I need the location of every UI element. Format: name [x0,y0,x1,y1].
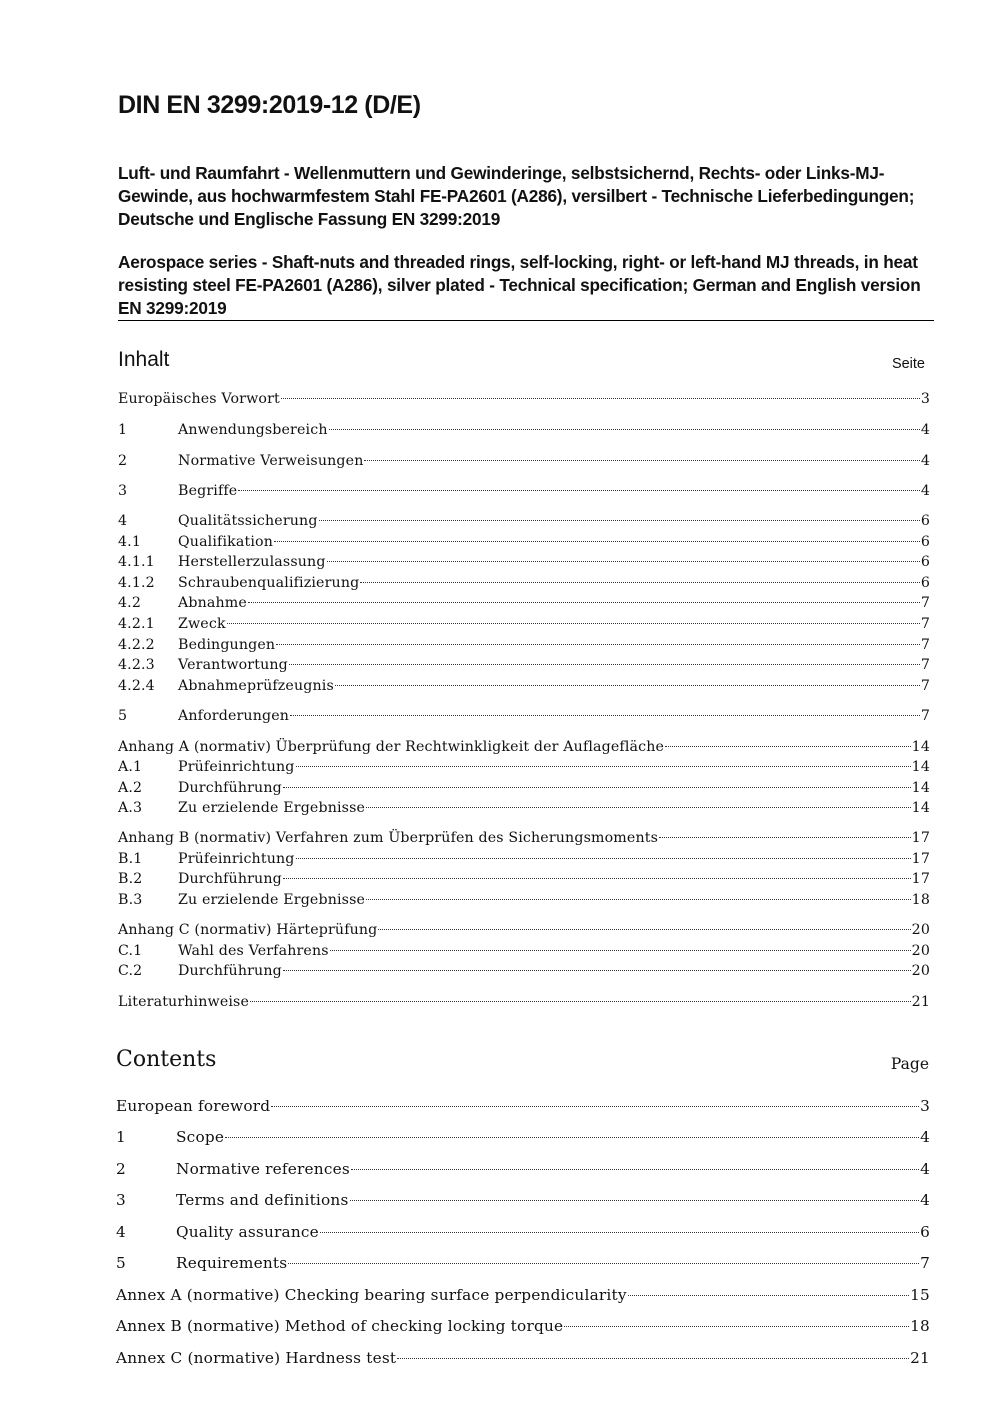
toc-entry[interactable] [118,758,930,776]
toc-entry-title: Anhang C (normativ) Härteprüfung [118,922,378,938]
toc-leader-dots [227,623,920,624]
toc-entry-title: Zu erzielende Ergebnisse [178,892,366,908]
toc-leader-dots [289,664,920,665]
toc-entry-page: 3 [920,391,930,407]
toc-entry-title: Qualifikation [178,534,274,550]
toc-entry[interactable] [118,962,930,980]
toc-leader-dots [327,561,920,562]
toc-entry-title: Annex C (normative) Hardness test [116,1349,397,1367]
toc-leader-dots [276,644,920,645]
toc-leader-dots [335,685,920,686]
toc-entry-number: 1 [118,422,128,438]
toc-entry[interactable] [118,553,930,571]
toc-entry-title: Abnahmeprüfzeugnis [178,678,334,694]
toc-leader-dots [329,429,920,430]
toc-entry[interactable] [118,615,930,633]
toc-entry-number: 4.1.1 [118,554,155,570]
toc-entry[interactable] [118,594,930,612]
toc-entry-title: Annex B (normative) Method of checking locking torque [116,1317,564,1335]
toc-entry-number: 4.2.1 [118,616,155,632]
toc-entry-title: Wahl des Verfahrens [178,943,329,959]
toc-entry[interactable] [116,1254,930,1272]
toc-entry-page: 7 [920,637,930,653]
toc-entry-title: Schraubenqualifizierung [178,575,360,591]
document-title: DIN EN 3299:2019-12 (D/E) [118,91,421,119]
toc-leader-dots [319,520,920,521]
toc-leader-dots [248,602,920,603]
toc-entry[interactable] [118,707,930,725]
toc-entry-page: 7 [920,1254,930,1272]
toc-entry-title: Quality assurance [176,1223,319,1241]
toc-entry-title: Begriffe [178,483,238,499]
toc-entry[interactable] [118,738,930,756]
toc-leader-dots [250,1001,911,1002]
toc-entry[interactable] [116,1223,930,1241]
toc-leader-dots [283,787,911,788]
toc-entry-title: Durchführung [178,780,282,796]
toc-entry[interactable] [116,1191,930,1209]
toc-entry-page: 7 [920,616,930,632]
toc-entry-page: 7 [920,595,930,611]
toc-entry-number: 1 [116,1128,126,1146]
toc-entry-title: Qualitätssicherung [178,513,318,529]
toc-entry-number: A.2 [118,780,143,796]
toc-leader-dots [628,1295,909,1296]
toc-leader-dots [659,837,911,838]
toc-leader-dots [330,950,911,951]
toc-entry-page: 6 [920,534,930,550]
toc-leader-dots [350,1200,920,1201]
toc-entry-number: 4.1.2 [118,575,155,591]
toc-entry-page: 18 [910,1317,930,1335]
toc-entry[interactable] [118,921,930,939]
toc-entry-title: Literaturhinweise [118,994,250,1010]
toc-leader-dots [351,1169,919,1170]
toc-entry-page: 18 [911,892,930,908]
toc-entry-number: C.2 [118,963,143,979]
toc-entry-title: Annex A (normative) Checking bearing surface perpendicularity [116,1286,627,1304]
toc-entry-number: B.2 [118,871,143,887]
toc-leader-dots [288,1263,919,1264]
toc-de-page-label: Seite [891,356,925,372]
toc-leader-dots [238,490,919,491]
toc-en-heading: Contents [116,1047,217,1072]
toc-entry[interactable] [116,1097,930,1115]
toc-entry-page: 15 [910,1286,930,1304]
toc-entry-page: 7 [920,678,930,694]
toc-entry-title: Prüfeinrichtung [178,759,295,775]
toc-entry-page: 21 [911,994,930,1010]
toc-entry-page: 3 [920,1097,930,1115]
toc-leader-dots [366,899,911,900]
toc-entry[interactable] [116,1160,930,1178]
toc-entry-page: 4 [920,453,930,469]
header-divider [118,320,934,321]
toc-entry-number: 4.2.2 [118,637,155,653]
toc-entry[interactable] [116,1317,930,1335]
toc-entry-page: 14 [911,739,930,755]
toc-leader-dots [283,970,911,971]
toc-entry-number: C.1 [118,943,143,959]
toc-entry-number: A.1 [118,759,143,775]
toc-entry-page: 4 [920,422,930,438]
toc-leader-dots [320,1232,919,1233]
toc-entry-page: 17 [911,830,930,846]
toc-entry-page: 4 [920,483,930,499]
toc-leader-dots [360,582,919,583]
toc-entry[interactable] [118,942,930,960]
toc-leader-dots [274,541,920,542]
toc-entry-page: 21 [910,1349,930,1367]
toc-leader-dots [296,766,911,767]
toc-leader-dots [225,1137,919,1138]
toc-entry-title: Anhang A (normativ) Überprüfung der Rechtwinkligkeit der Auflagefläche [118,739,665,755]
toc-entry-title: Durchführung [178,963,282,979]
toc-entry[interactable] [118,656,930,674]
toc-leader-dots [366,807,911,808]
toc-entry-title: Anwendungsbereich [178,422,328,438]
toc-entry[interactable] [118,850,930,868]
toc-entry-title: Anforderungen [178,708,290,724]
toc-entry-page: 6 [920,1223,930,1241]
toc-entry-page: 17 [911,851,930,867]
toc-entry-number: 4.2.3 [118,657,155,673]
toc-entry-number: 5 [118,708,128,724]
toc-leader-dots [296,858,911,859]
toc-de-heading: Inhalt [118,348,170,371]
toc-leader-dots [281,398,920,399]
toc-entry[interactable] [118,799,930,817]
toc-entry[interactable] [116,1349,930,1367]
toc-entry-title: Anhang B (normativ) Verfahren zum Überprüfen des Sicherungsmoments [118,830,659,846]
toc-entry-number: 2 [116,1160,126,1178]
toc-entry[interactable] [118,574,930,592]
toc-entry-title: Normative references [176,1160,350,1178]
toc-en-page-label: Page [890,1055,929,1073]
toc-entry-page: 6 [920,554,930,570]
toc-entry-title: Durchführung [178,871,282,887]
toc-entry-number: 5 [116,1254,126,1272]
toc-entry-title: Zweck [178,616,226,632]
toc-entry-title: Herstellerzulassung [178,554,326,570]
toc-entry-page: 14 [911,780,930,796]
toc-entry-page: 17 [911,871,930,887]
toc-entry-number: 3 [116,1191,126,1209]
toc-entry[interactable] [118,829,930,847]
toc-entry-number: 4 [116,1223,126,1241]
toc-leader-dots [397,1358,909,1359]
toc-entry-number: A.3 [118,800,143,816]
toc-entry[interactable] [118,870,930,888]
toc-entry[interactable] [118,677,930,695]
toc-entry-number: 4.2 [118,595,142,611]
toc-entry-number: 4.1 [118,534,142,550]
toc-leader-dots [283,878,911,879]
toc-entry-title: European foreword [116,1097,271,1115]
toc-entry[interactable] [118,891,930,909]
toc-entry-page: 14 [911,759,930,775]
toc-entry-title: Prüfeinrichtung [178,851,295,867]
toc-entry[interactable] [118,390,930,408]
toc-entry-page: 20 [911,943,930,959]
toc-entry-number: 4.2.4 [118,678,155,694]
toc-entry-page: 7 [920,657,930,673]
toc-leader-dots [378,929,910,930]
toc-entry-title: Normative Verweisungen [178,453,364,469]
toc-entry[interactable] [118,636,930,654]
german-title: Luft- und Raumfahrt - Wellenmuttern und Gewinderinge, selbstsichernd, Rechts- oder Links-MJ-Gewinde, aus hochwarmfestem Stahl FE-PA2601 (A286), versilbert - Technische Lieferbedingungen; Deutsche und Englische Fassung EN 3299:2019 [118,163,915,229]
toc-entry-title: Scope [176,1128,225,1146]
toc-leader-dots [290,715,920,716]
toc-entry-title: Abnahme [178,595,247,611]
toc-entry[interactable] [118,482,930,500]
toc-entry-page: 20 [911,922,930,938]
toc-entry[interactable] [118,993,930,1011]
toc-entry-page: 4 [920,1160,930,1178]
toc-entry[interactable] [118,421,930,439]
toc-entry-title: Terms and definitions [176,1191,349,1209]
toc-entry-title: Zu erzielende Ergebnisse [178,800,366,816]
toc-entry[interactable] [116,1128,930,1146]
toc-leader-dots [271,1106,919,1107]
toc-entry-title: Verantwortung [178,657,288,673]
english-title: Aerospace series - Shaft-nuts and threaded rings, self-locking, right- or left-hand MJ threads, in heat resisting steel FE-PA2601 (A286), silver plated - Technical specification; German and English version EN 3299:2019 [118,252,921,318]
toc-entry-page: 4 [920,1128,930,1146]
toc-entry-page: 6 [920,575,930,591]
toc-entry[interactable] [118,452,930,470]
toc-entry[interactable] [118,533,930,551]
toc-entry-page: 20 [911,963,930,979]
toc-entry-page: 6 [920,513,930,529]
toc-entry[interactable] [118,512,930,530]
toc-leader-dots [364,460,919,461]
toc-entry[interactable] [118,779,930,797]
toc-entry-page: 7 [920,708,930,724]
toc-leader-dots [665,746,911,747]
toc-entry-title: Requirements [176,1254,288,1272]
toc-entry-number: 2 [118,453,128,469]
toc-entry-title: Europäisches Vorwort [118,391,280,407]
toc-leader-dots [564,1326,909,1327]
toc-entry-page: 4 [920,1191,930,1209]
toc-entry-number: B.3 [118,892,143,908]
toc-entry-number: 3 [118,483,128,499]
toc-entry-number: 4 [118,513,128,529]
toc-entry-number: B.1 [118,851,143,867]
toc-entry-title: Bedingungen [178,637,276,653]
toc-entry[interactable] [116,1286,930,1304]
toc-entry-page: 14 [911,800,930,816]
